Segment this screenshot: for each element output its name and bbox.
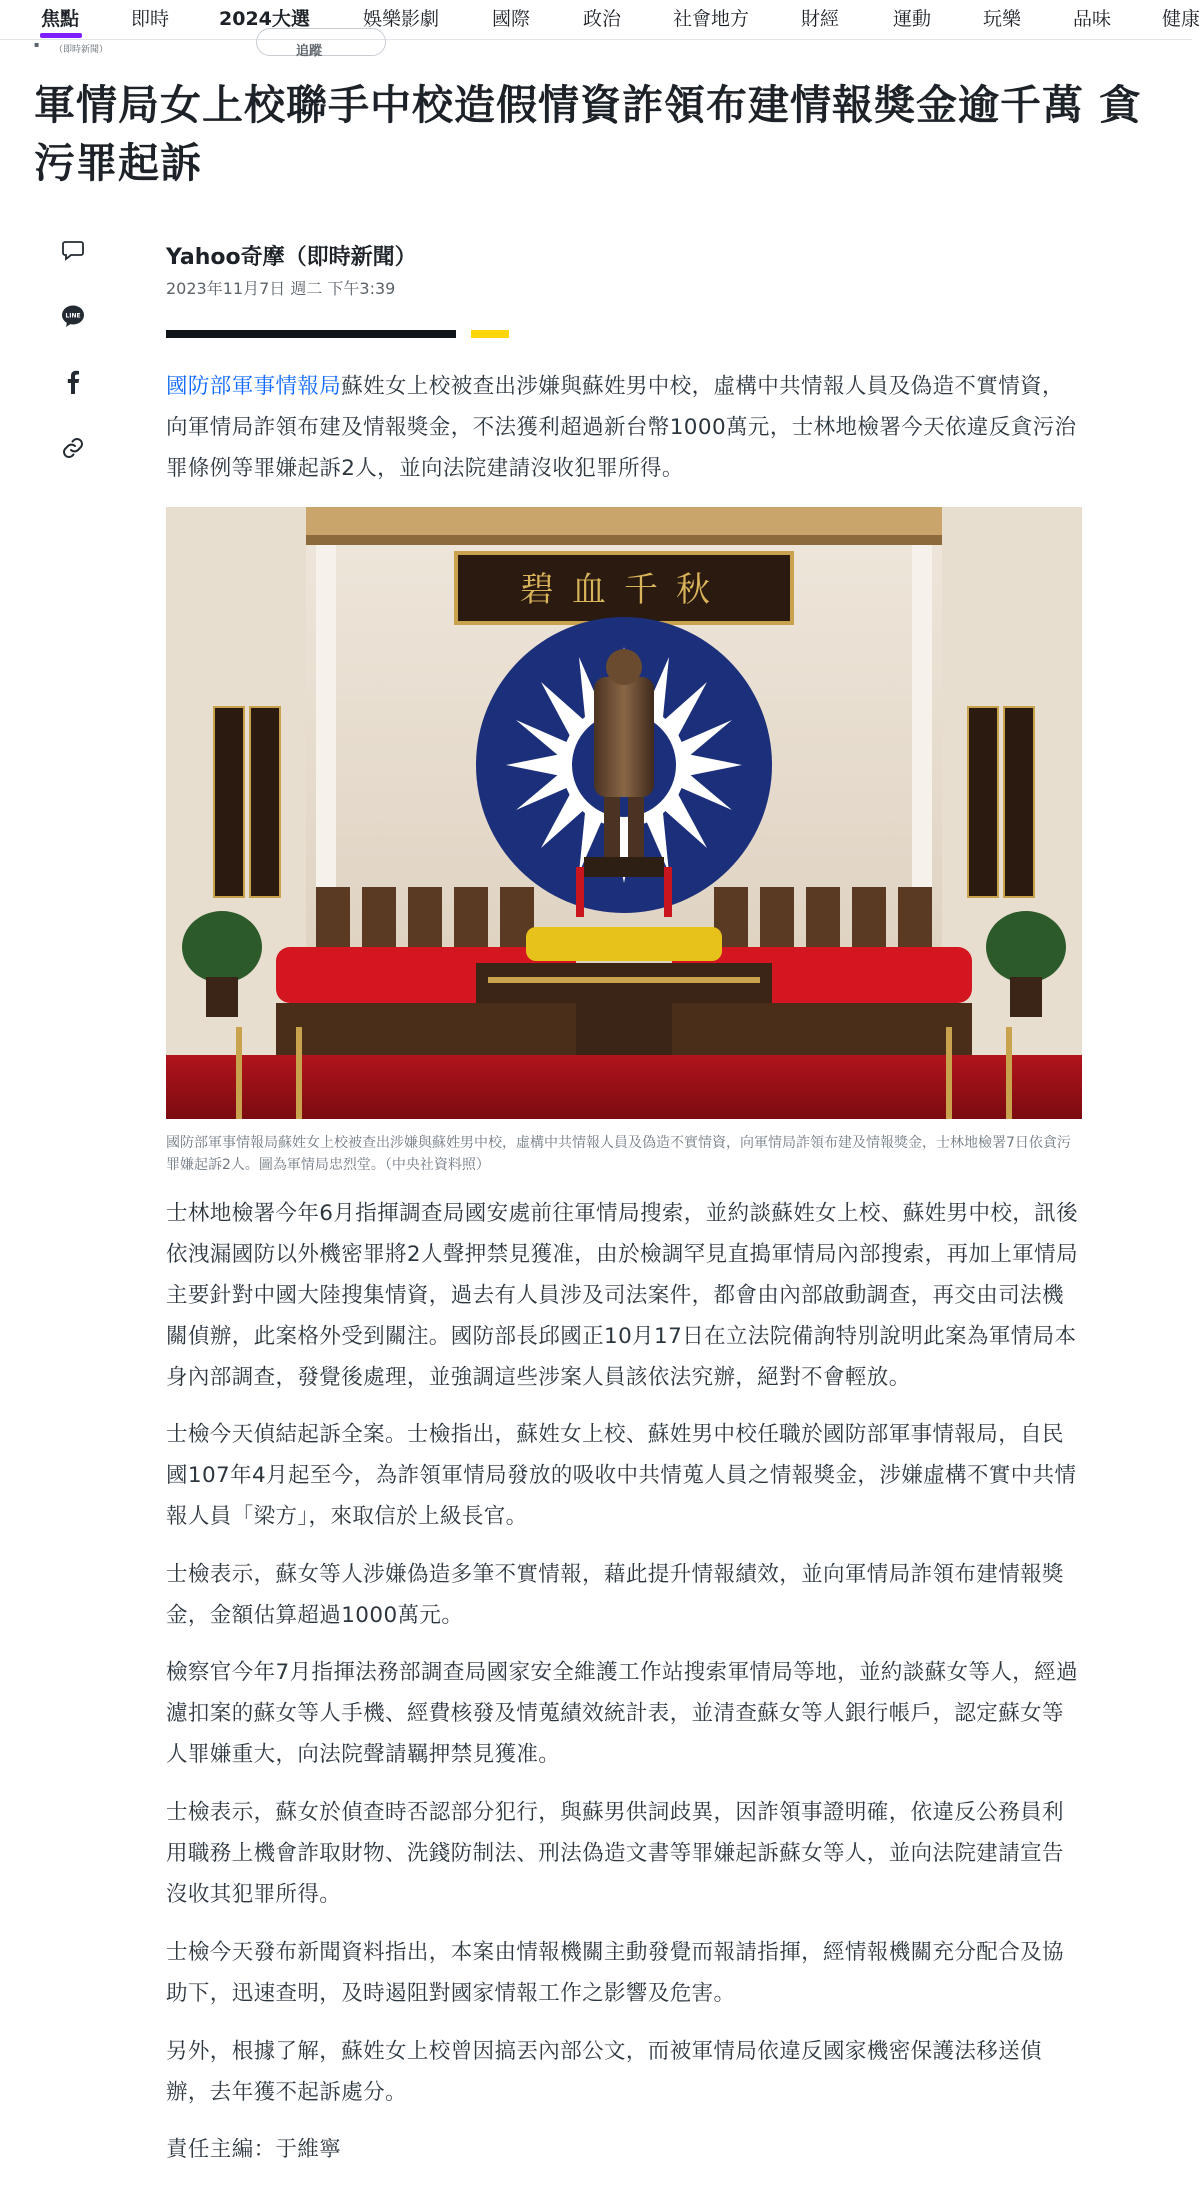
- article-photo[interactable]: [166, 507, 1082, 1119]
- body-paragraph-1: 士林地檢署今年6月指揮調查局國安處前往軍情局搜索，並約談蘇姓女上校、蘇姓男中校，訊後依洩漏國防以外機密罪將2人聲押禁見獲准，由於檢調罕見直搗軍情局內部搜索，再加上軍情局主要針對中國大陸搜集情資，過去有人員涉及司法案件，都會由內部啟動調查，再交由司法機關偵辦，此案格外受到關注。國防部長邱國正10月17日在立法院備詢特別說明此案為軍情局本身內部調查，發覺後處理，並強調這些涉案人員該依法究辦，絕對不會輕放。: [166, 1201, 1078, 1390]
- source-tag: （即時新聞）: [54, 45, 109, 55]
- nav-item-election[interactable]: 2024大選: [219, 8, 310, 30]
- facebook-icon: [66, 370, 80, 398]
- bullet-icon: ▪: [34, 40, 40, 49]
- link-icon: [61, 436, 85, 464]
- lead-link[interactable]: 國防部軍事情報局: [166, 374, 342, 399]
- byline-divider: [166, 330, 456, 338]
- article-lead: [166, 366, 1082, 489]
- lead-paragraph: [166, 366, 1082, 489]
- editor-credit: 責任主編：于維寧: [166, 2137, 342, 2162]
- body-paragraph-5: 士檢表示，蘇女於偵查時否認部分犯行，與蘇男供詞歧異，因詐領事證明確，依違反公務員利用職務上機會詐取財物、洗錢防制法、刑法偽造文書等罪嫌起訴蘇女等人，並向法院建請宣告沒收其犯罪所得。: [166, 1800, 1064, 1907]
- nav-item-society[interactable]: 社會地方: [673, 8, 750, 30]
- photo-caption: 國防部軍事情報局蘇姓女上校被查出涉嫌與蘇姓男中校，虛構中共情報人員及偽造不實情資，向軍情局詐領布建及情報獎金，士林地檢署7日依貪污罪嫌起訴2人。圖為軍情局忠烈堂。（中央社資料照）: [166, 1135, 1071, 1173]
- body-paragraph-3: 士檢表示，蘇女等人涉嫌偽造多筆不實情報，藉此提升情報績效，並向軍情局詐領布建情報獎金，金額估算超過1000萬元。: [166, 1562, 1064, 1628]
- body-paragraph-2: 士檢今天偵結起訴全案。士檢指出，蘇姓女上校、蘇姓男中校任職於國防部軍事情報局，自民國107年4月起至今，為詐領軍情局發放的吸收中共情蒐人員之情報獎金，涉嫌虛構不實中共情報人員「梁方」，來取信於上級長官。: [166, 1422, 1077, 1529]
- line-icon: [60, 303, 86, 333]
- nav-item-health[interactable]: 健康: [1162, 8, 1200, 30]
- top-nav: [0, 0, 1200, 40]
- body-paragraph-7: 另外，根據了解，蘇姓女上校曾因搞丟內部公文，而被軍情局依違反國家機密保護法移送偵辦，去年獲不起訴處分。: [166, 2039, 1043, 2105]
- copy-link-button[interactable]: [55, 432, 91, 468]
- shrine-illustration: [166, 507, 1082, 1119]
- body-paragraph-6: 士檢今天發布新聞資料指出，本案由情報機關主動發覺而報請指揮，經情報機關充分配合及協助下，迅速查明，及時遏阻對國家情報工作之影響及危害。: [166, 1940, 1064, 2006]
- nav-item-realtime[interactable]: 即時: [131, 8, 170, 30]
- banner-text: 碧血千秋: [520, 570, 728, 610]
- nav-item-sports[interactable]: 運動: [893, 8, 932, 30]
- sub-header: [34, 38, 374, 59]
- line-share-button[interactable]: [55, 300, 91, 336]
- nav-item-international[interactable]: 國際: [492, 8, 531, 30]
- nav-item-focus[interactable]: 焦點: [41, 8, 80, 30]
- nav-item-politics[interactable]: 政治: [583, 8, 622, 30]
- nav-item-finance[interactable]: 財經: [801, 8, 840, 30]
- nav-item-taste[interactable]: 品味: [1073, 8, 1112, 30]
- body-paragraph-4: 檢察官今年7月指揮法務部調查局國家安全維護工作站搜索軍情局等地，並約談蘇女等人，經過濾扣案的蘇女等人手機、經費核發及情蒐績效統計表，並清查蘇女等人銀行帳戶，認定蘇女等人罪嫌重大，向法院聲請羈押禁見獲准。: [166, 1660, 1078, 1767]
- article-headline: 軍情局女上校聯手中校造假情資詐領布建情報獎金逾千萬 貪污罪起訴: [34, 81, 1142, 187]
- nav-item-fun[interactable]: 玩樂: [983, 8, 1022, 30]
- lead-text: 蘇姓女上校被查出涉嫌與蘇姓男中校，虛構中共情報人員及偽造不實情資，向軍情局詐領布建及情報獎金，不法獲利超過新台幣1000萬元，士林地檢署今天依違反貪污治罪條例等罪嫌起訴2人，並向法院建請沒收犯罪所得。: [166, 374, 1077, 481]
- nav-item-entertainment[interactable]: 娛樂影劇: [363, 8, 440, 30]
- comment-icon: [61, 239, 85, 265]
- comment-button[interactable]: [55, 234, 91, 270]
- author-name[interactable]: Yahoo奇摩（即時新聞）: [166, 245, 417, 270]
- facebook-share-button[interactable]: [55, 366, 91, 402]
- publish-date: 2023年11月7日 週二 下午3:39: [166, 279, 396, 298]
- follow-button-label: 追蹤: [296, 44, 323, 59]
- byline-divider-accent: [471, 330, 509, 338]
- svg-text:LINE: LINE: [65, 312, 81, 320]
